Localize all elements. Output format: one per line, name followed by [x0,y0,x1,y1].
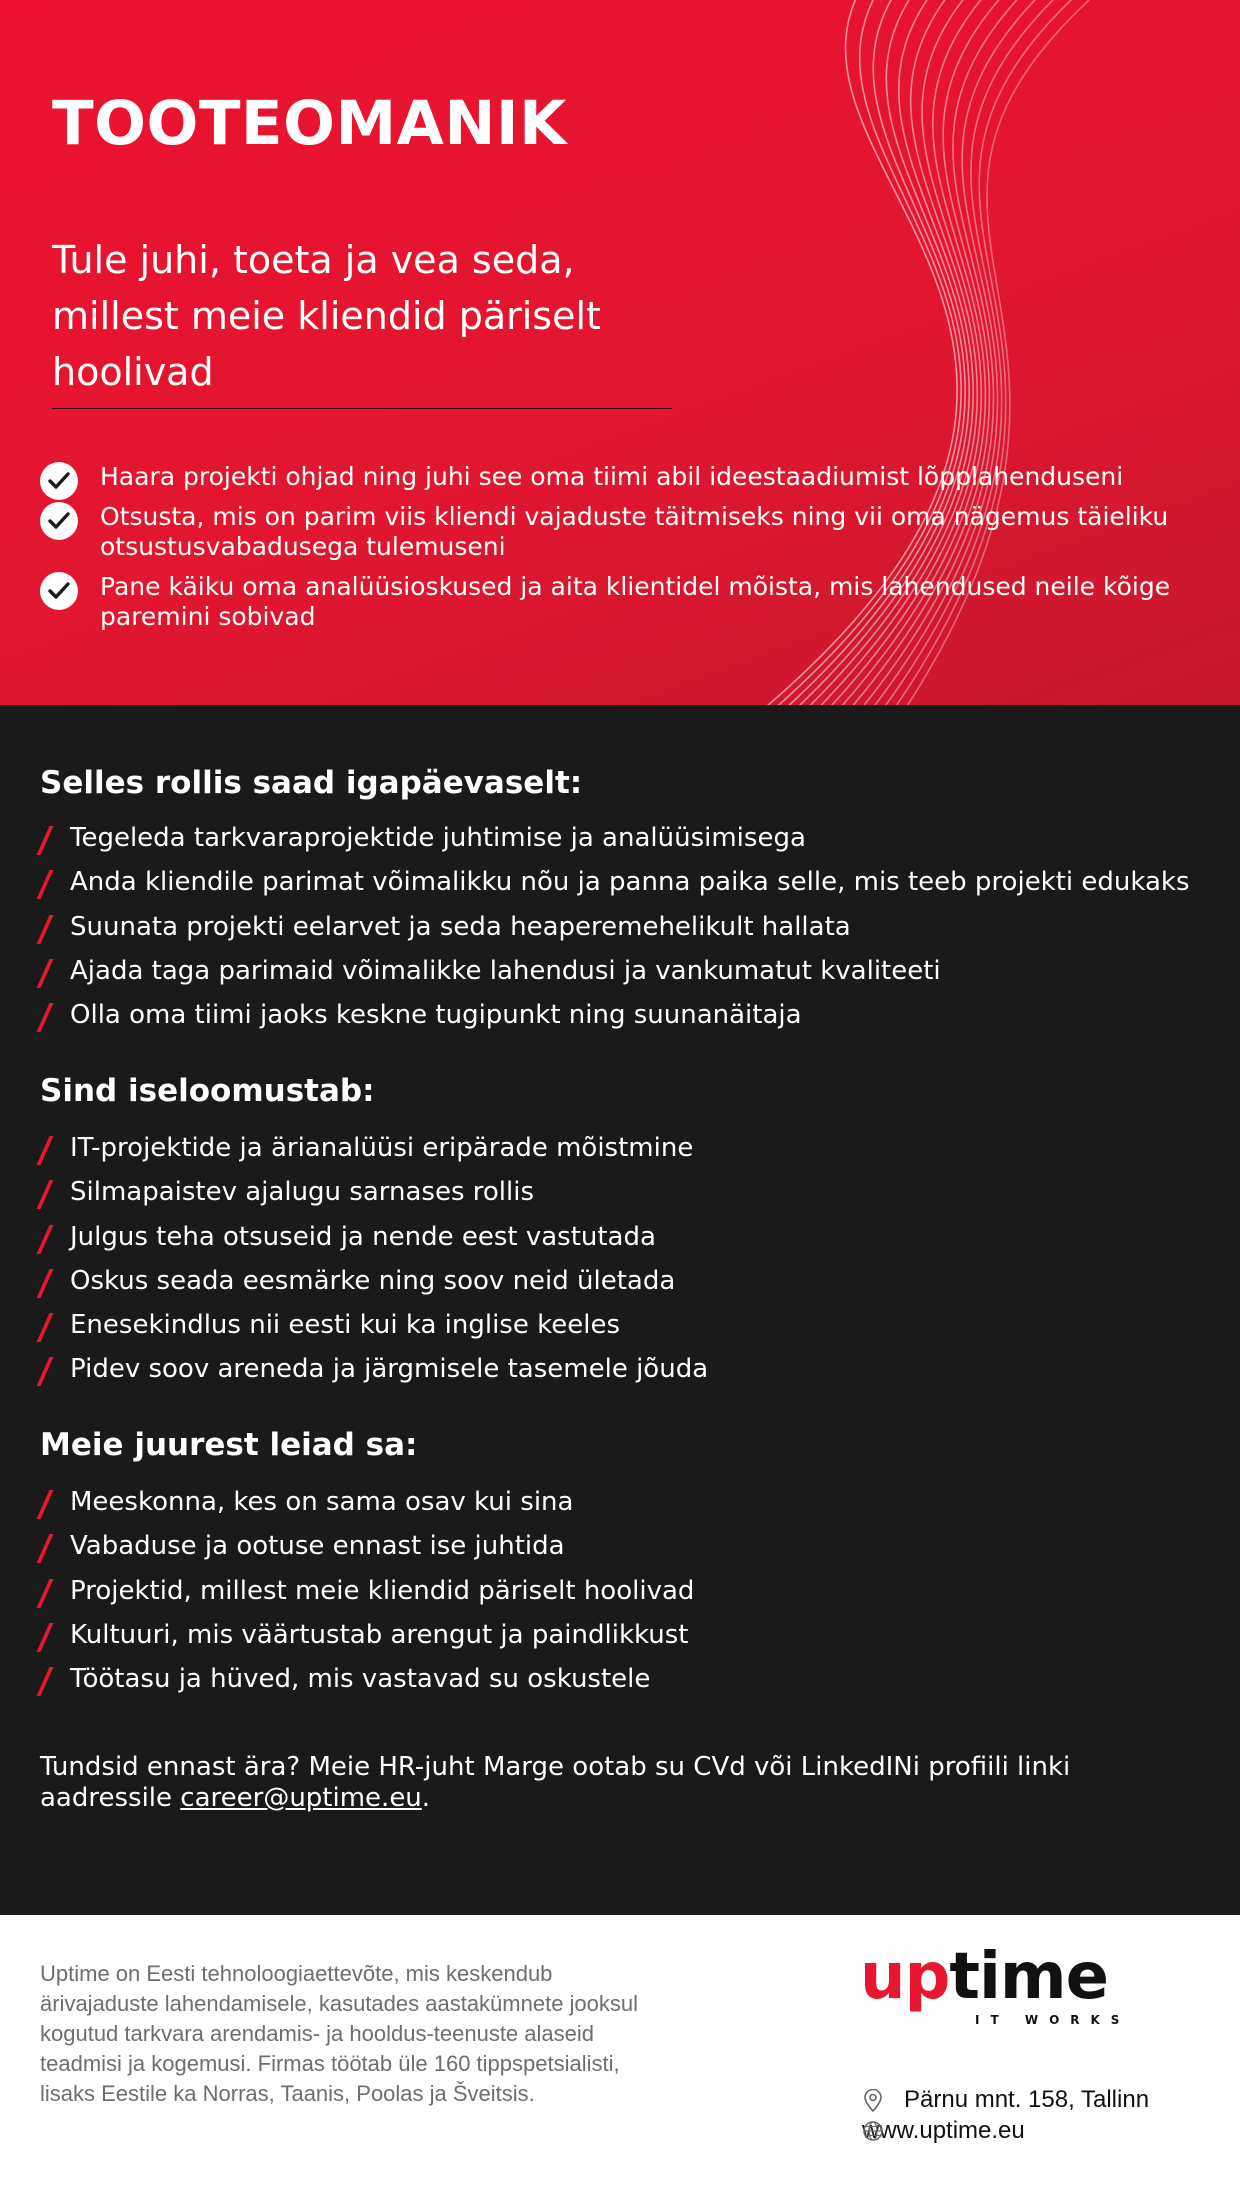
list-item [40,1170,1210,1214]
red-slash-marker [37,1136,54,1165]
check-circle-icon [40,572,78,610]
red-slash-marker [37,870,54,899]
list-item-text: Kultuuri, mis väärtustab arengut ja paindlikkust [70,1619,689,1650]
daily-tasks-list [40,816,1210,1037]
logo-up: up [860,1940,950,2014]
list-item [40,1480,1210,1524]
highlight-text: Haara projekti ohjad ning juhi see oma tiimi abil ideestaadiumist lõpplahenduseni [100,462,1124,491]
list-item [40,1657,1210,1701]
list-item [40,993,1210,1037]
list-item [40,1569,1210,1613]
cta-end: . [421,1783,431,1813]
list-item [40,860,1210,904]
logo-time: time [949,1940,1108,2014]
list-item-text: Silmapaistev ajalugu sarnases rollis [70,1177,535,1208]
list-item-text: Oskus seada eesmärke ning soov neid ületada [70,1265,676,1296]
list-item-text: Anda kliendile parimat võimalikku nõu ja panna paika selle, mis teeb projekti edukaks [70,867,1190,898]
logo-tagline: IT WORKS [975,2013,1131,2027]
highlight-item [40,572,1210,632]
list-item [40,1215,1210,1259]
list-item-text: Enesekindlus nii eesti kui ka inglise keeles [70,1310,620,1341]
logo-wordmark [860,1939,1108,2015]
details-section [0,705,1240,1915]
list-item-text: Projektid, millest meie kliendid päriselt hoolivad [70,1575,695,1606]
cta-text: Tundsid ennast ära? Meie HR-juht Marge ootab su CVd või LinkedINi profiili linki aadressile [40,1752,1071,1813]
list-item [40,1126,1210,1170]
highlight-text: Otsusta, mis on parim viis kliendi vajaduste täitmiseks ning vii oma nägemus täieliku otsustusvabadusega tulemuseni [100,502,1169,561]
location-pin-icon [862,2089,884,2113]
red-slash-marker [37,826,54,855]
red-slash-marker [37,1225,54,1254]
red-slash-marker [37,1579,54,1608]
tagline: Tule juhi, toeta ja vea seda, millest meie kliendid päriselt hoolivad [52,238,601,394]
section-title-daily-tasks: Selles rollis saad igapäevaselt: [40,765,583,801]
list-item-text: Tegeleda tarkvaraprojektide juhtimise ja analüüsimisega [70,823,806,853]
footer [0,1915,1240,2185]
characteristics-list [40,1126,1210,1392]
red-slash-marker [37,1003,54,1032]
highlights-list [40,462,1210,642]
list-item [40,905,1210,949]
red-slash-marker [37,1490,54,1519]
hero-section [0,0,1240,705]
list-item [40,1347,1210,1391]
offer-list [40,1480,1210,1701]
red-slash-marker [37,1180,54,1209]
address-text: Pärnu mnt. 158, Tallinn [904,2086,1150,2113]
list-item-text: Ajada taga parimaid võimalikke lahendusi ja vankumatut kvaliteeti [70,955,941,986]
website-line [862,2116,1192,2146]
red-slash-marker [37,1667,54,1696]
red-slash-marker [37,1357,54,1386]
company-description: Uptime on Eesti tehnoloogiaettevõte, mis keskendub ärivajaduste lahendamisele, kasutades aastakümnete jooksul kogutud tarkvara arendamis- ja hooldus-teenuste alaseid teadmisi ja kogemusi. Firmas töötab üle 160 tippspetsialisti, lisaks Eestile ka Norras, Taanis, Poolas ja Šveitsis. [40,1961,639,2106]
list-item [40,1613,1210,1657]
highlight-item [40,462,1210,492]
check-circle-icon [40,502,78,540]
red-slash-marker [37,1269,54,1298]
section-title-offer: Meie juurest leiad sa: [40,1427,418,1463]
red-slash-marker [37,915,54,944]
red-slash-marker [37,1534,54,1563]
list-item-text: Olla oma tiimi jaoks keskne tugipunkt ning suunanäitaja [70,1000,802,1031]
list-item [40,816,1210,860]
highlight-text: Pane käiku oma analüüsioskused ja aita klientidel mõista, mis lahendused neile kõige paremini sobivad [100,572,1171,631]
check-circle-icon [40,462,78,500]
globe-icon [862,2120,884,2142]
career-email-link[interactable]: career@uptime.eu [180,1783,422,1813]
red-slash-marker [37,1313,54,1342]
job-title: TOOTEOMANIK [52,88,567,159]
list-item-text: Julgus teha otsuseid ja nende eest vastutada [70,1221,656,1252]
call-to-action [40,1752,1170,1814]
list-item-text: Meeskonna, kes on sama osav kui sina [70,1487,574,1517]
list-item [40,1303,1210,1347]
list-item [40,1259,1210,1303]
list-item-text: Suunata projekti eelarvet ja seda heaperemehelikult hallata [70,911,851,942]
list-item [40,949,1210,993]
uptime-logo [860,1940,1170,2029]
list-item [40,1524,1210,1568]
tagline-divider [52,408,672,409]
highlight-item [40,502,1210,562]
list-item-text: Vabaduse ja ootuse ennast ise juhtida [70,1531,565,1562]
list-item-text: IT-projektide ja ärianalüüsi eripärade mõistmine [70,1133,694,1163]
website-link[interactable]: www.uptime.eu [862,2117,1025,2144]
list-item-text: Pidev soov areneda ja järgmisele tasemele jõuda [70,1354,709,1385]
red-slash-marker [37,1623,54,1652]
red-slash-marker [37,959,54,988]
list-item-text: Töötasu ja hüved, mis vastavad su oskustele [70,1664,651,1695]
section-title-characteristics: Sind iseloomustab: [40,1073,375,1109]
